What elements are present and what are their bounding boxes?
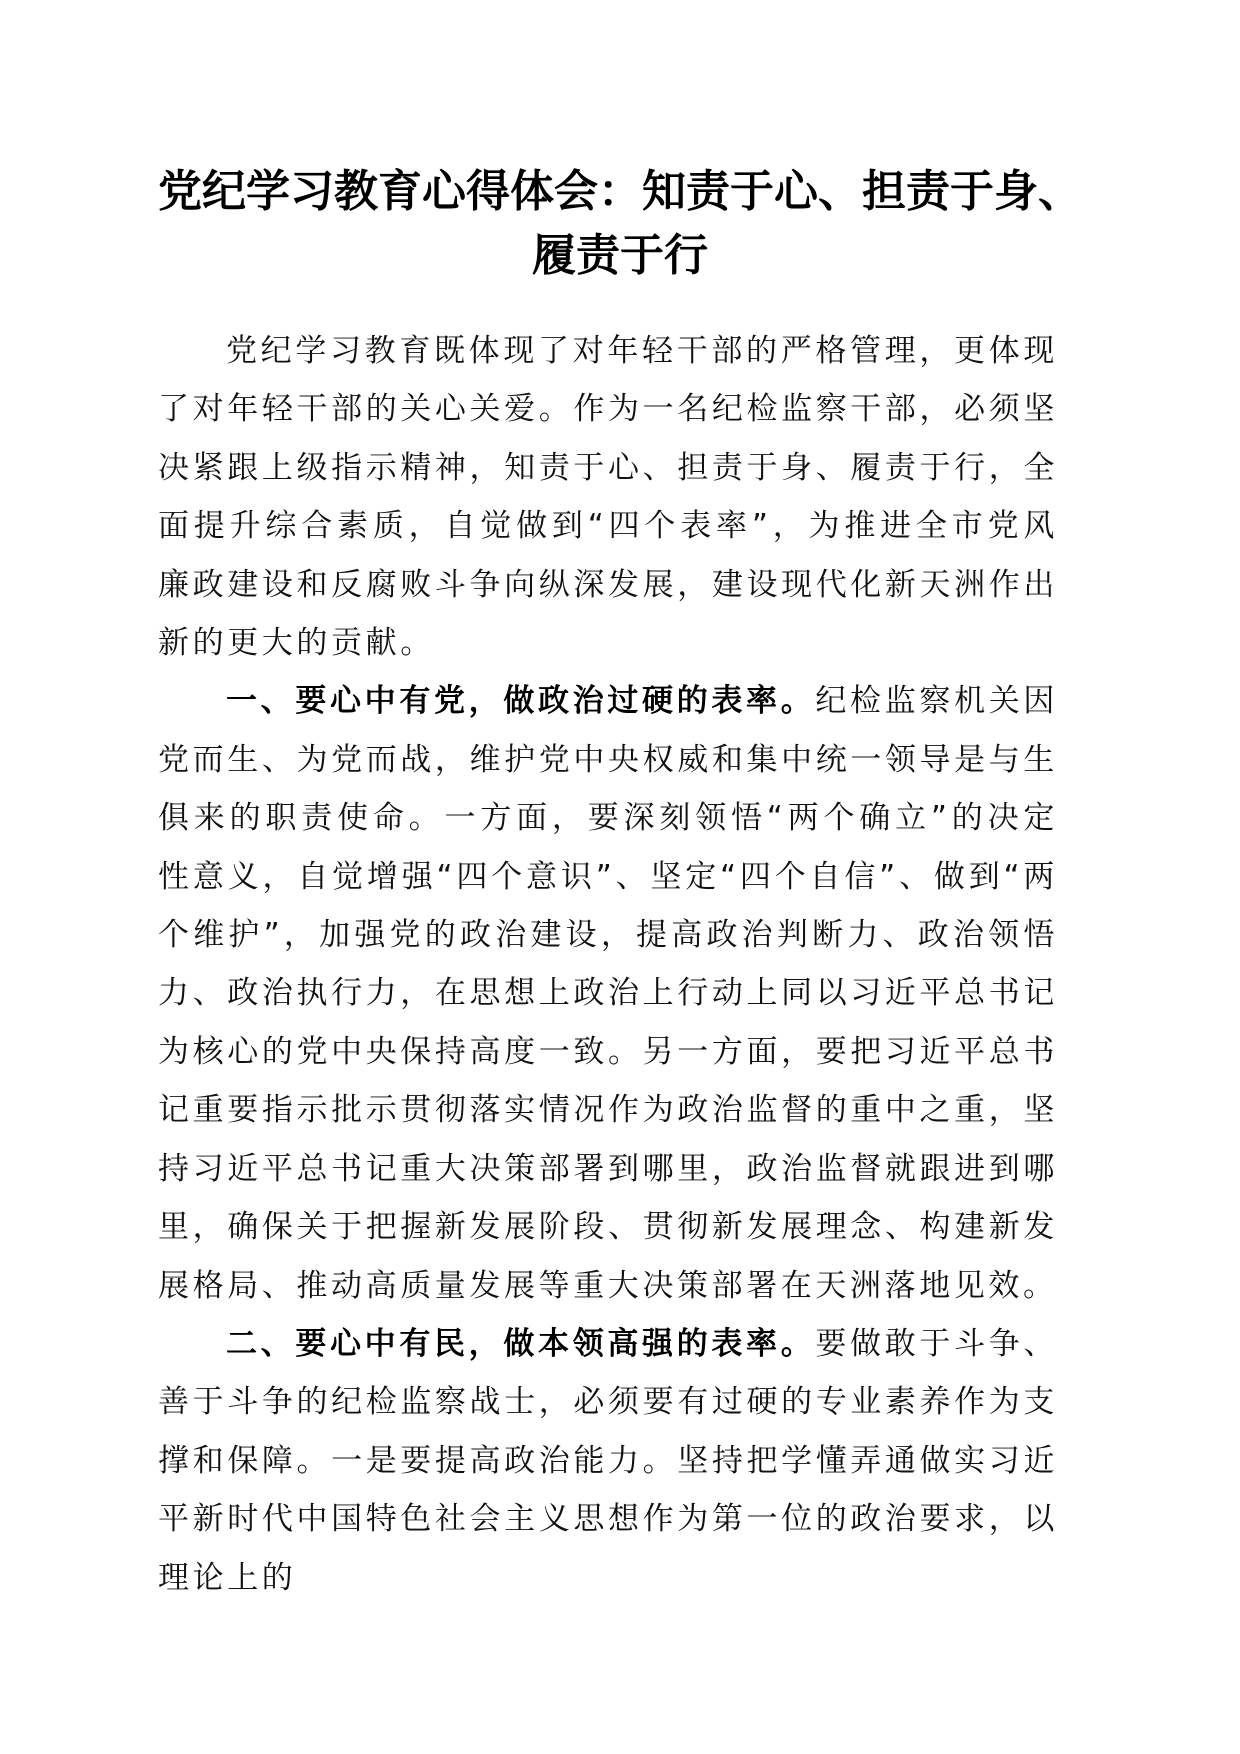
paragraph-intro bbox=[158, 322, 1058, 672]
document-title bbox=[150, 160, 1090, 288]
paragraph-section-2 bbox=[158, 1315, 1058, 1607]
paragraph-text: 党纪学习教育既体现了对年轻干部的严格管理，更体现了对年轻干部的关心关爱。作为一名纪检监察干部，必须坚决紧跟上级指示精神，知责于心、担责于身、履责于行，全面提升综合素质，自觉做到“四个表率”，为推进全市党风廉政建设和反腐败斗争向纵深发展，建设现代化新天洲作出新的更大的贡献。 bbox=[158, 333, 1058, 662]
paragraph-text: 纪检监察机关因党而生、为党而战，维护党中央权威和集中统一领导是与生俱来的职责使命。一方面，要深刻领悟“两个确立”的决定性意义，自觉增强“四个意识”、坚定“四个自信”、做到“两个维护”，加强党的政治建设，提高政治判断力、政治领悟力、政治执行力，在思想上政治上行动上同以习近平总书记为核心的党中央保持高度一致。另一方面，要把习近平总书记重要指示批示贯彻落实情况作为政治监督的重中之重，坚持习近平总书记重大决策部署到哪里，政治监督就跟进到哪里，确保关于把握新发展阶段、贯彻新发展理念、构建新发展格局、推动高质量发展等重大决策部署在天洲落地见效。 bbox=[158, 683, 1059, 1304]
paragraph-section-1 bbox=[158, 672, 1058, 1314]
title-line-2: 履责于行 bbox=[532, 230, 708, 281]
title-line-1: 党纪学习教育心得体会：知责于心、担责于身、 bbox=[158, 166, 1082, 217]
section-heading: 二、要心中有民，做本领高强的表率。 bbox=[226, 1325, 816, 1362]
paragraph-text: 要做敢于斗争、善于斗争的纪检监察战士，必须要有过硬的专业素养作为支撑和保障。一是要提高政治能力。坚持把学懂弄通做实习近平新时代中国特色社会主义思想作为第一位的政治要求，以理论上的 bbox=[158, 1325, 1059, 1596]
section-heading: 一、要心中有党，做政治过硬的表率。 bbox=[226, 683, 816, 720]
document-body bbox=[158, 322, 1058, 1607]
